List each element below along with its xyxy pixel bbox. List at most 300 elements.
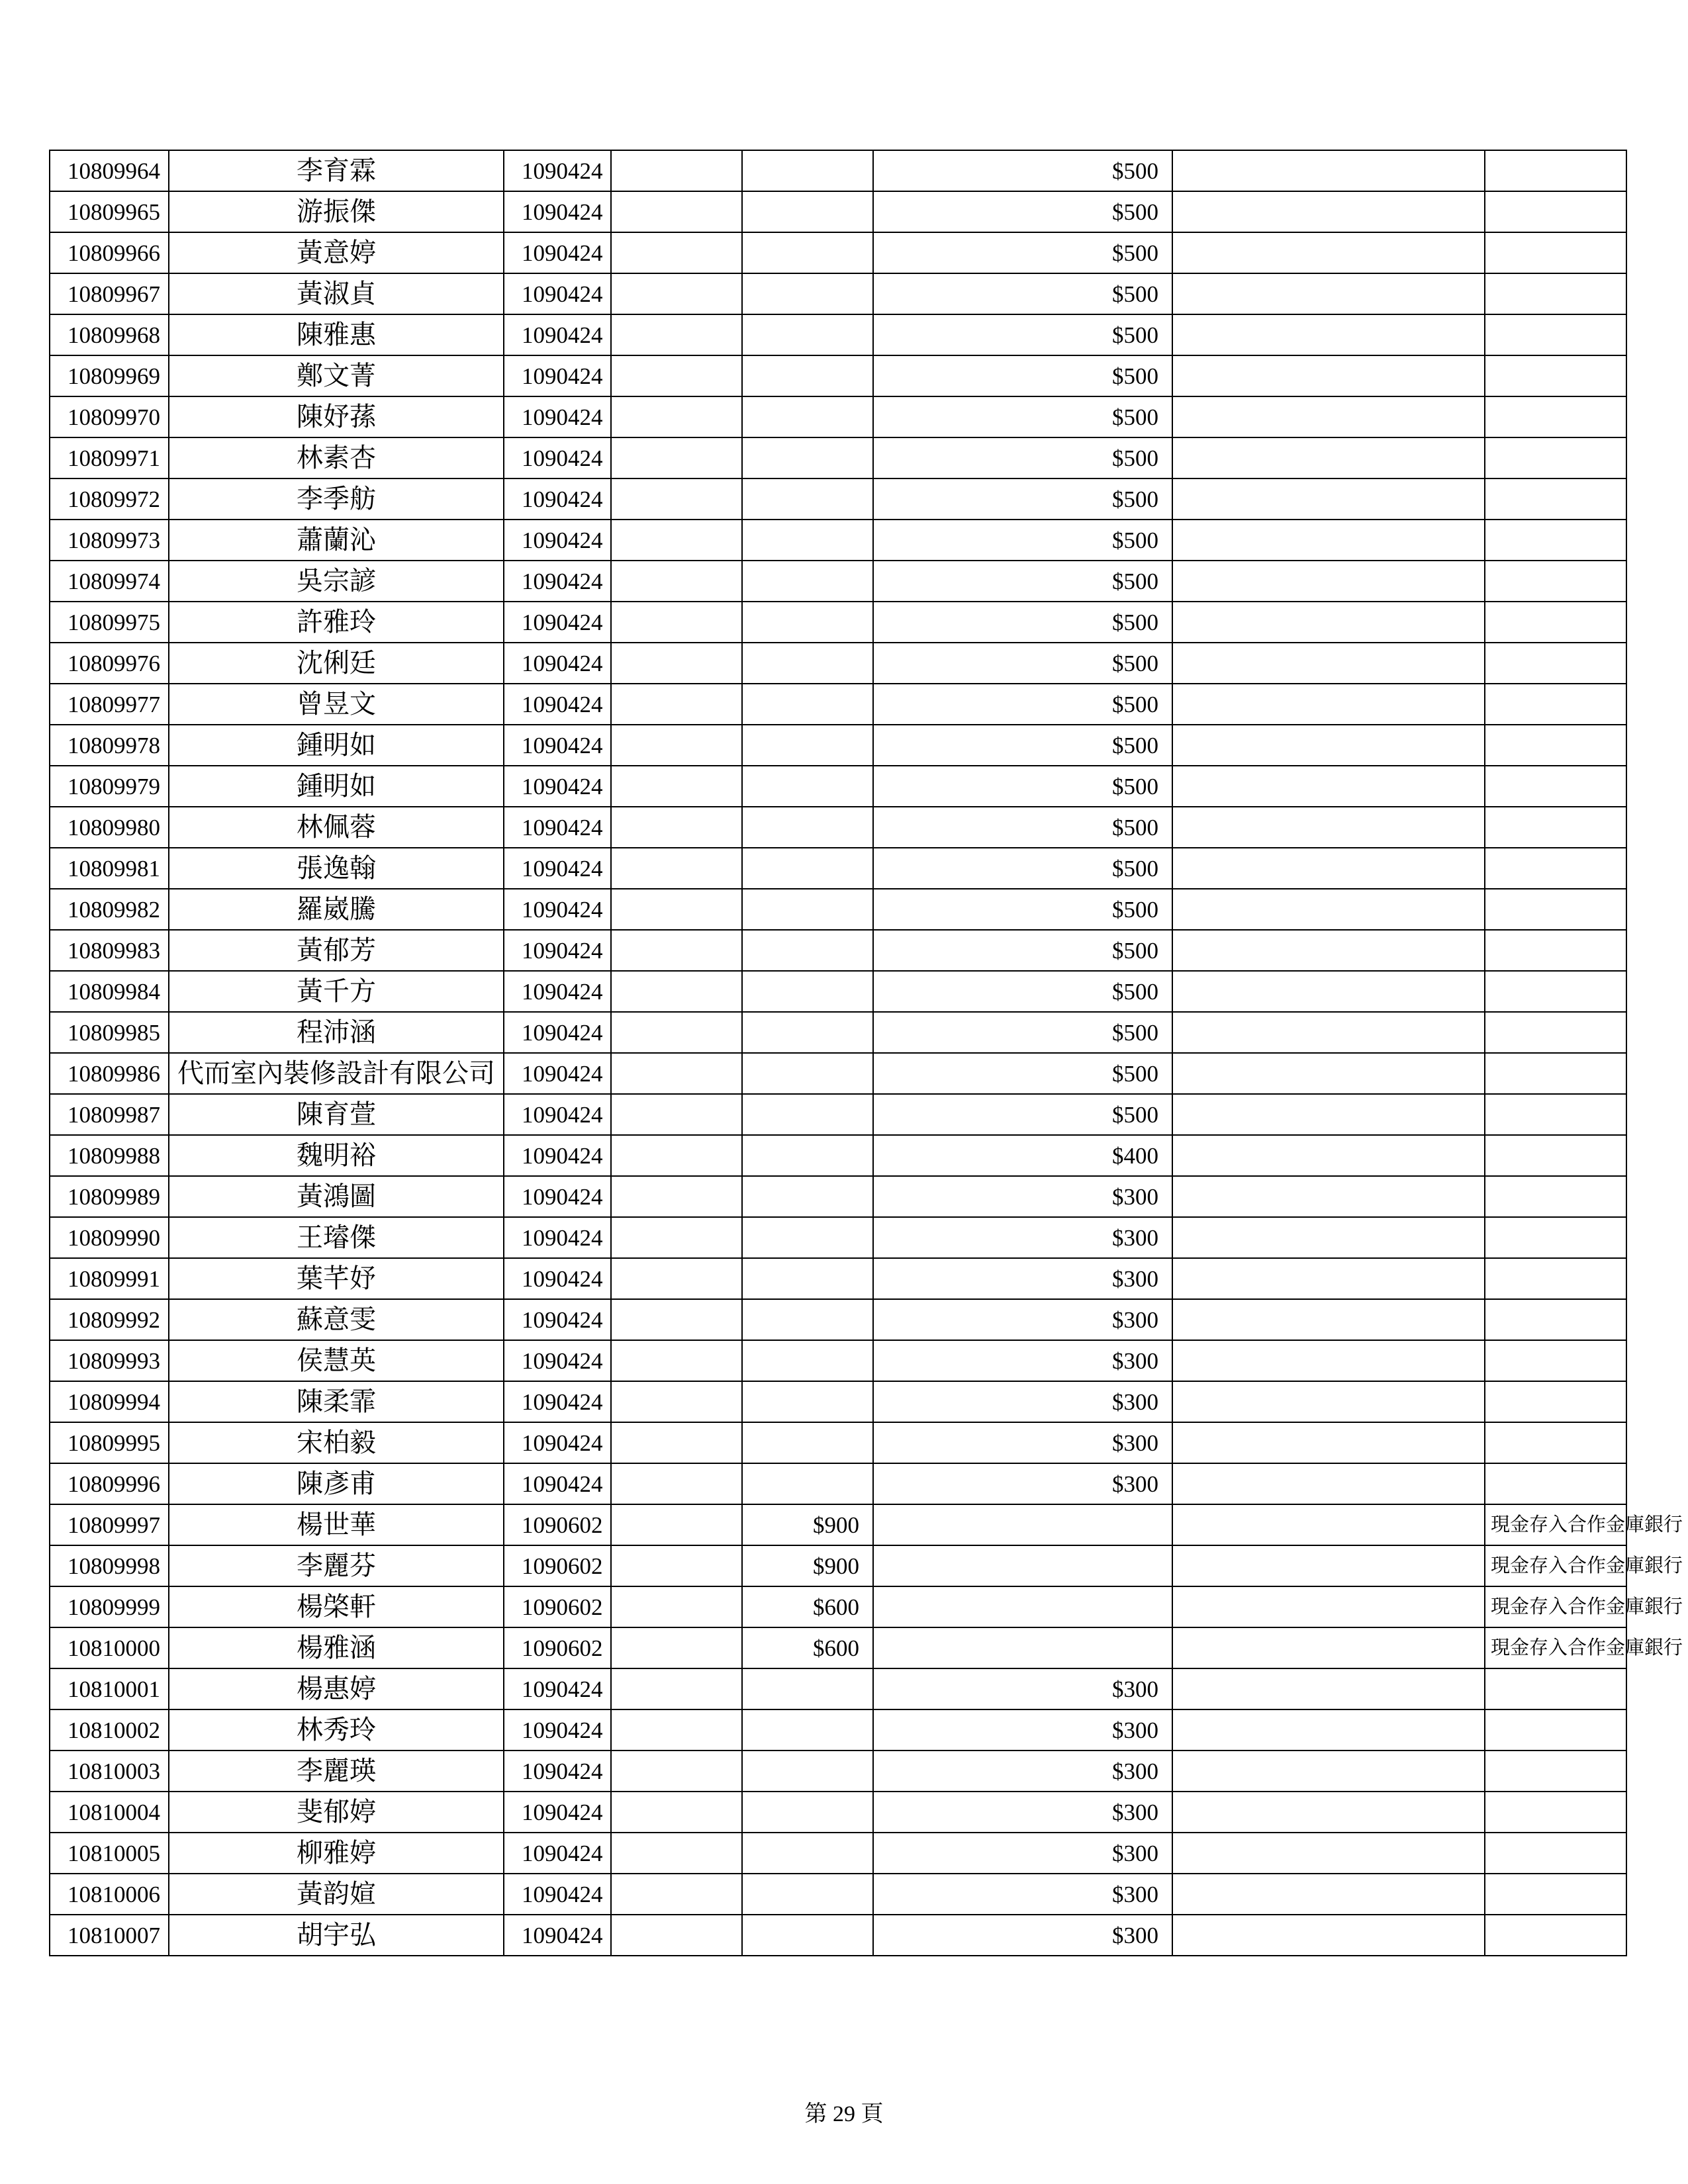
amount-a-cell [742,1176,873,1217]
empty-cell [611,725,742,766]
empty-cell [611,478,742,520]
amount-b-cell: $500 [873,396,1172,437]
donor-name-cell: 黃韵媗 [169,1874,504,1915]
table-row [50,1915,1626,1956]
note-cell [1485,1915,1626,1956]
amount-a-cell [742,1751,873,1792]
empty-cell [611,437,742,478]
receipt-number-cell: 10809996 [50,1463,169,1504]
donor-name-cell: 游振傑 [169,191,504,232]
donor-name-cell: 陳柔霏 [169,1381,504,1422]
donor-name-cell: 葉芊妤 [169,1258,504,1299]
receipt-number-cell: 10809987 [50,1094,169,1135]
date-cell: 1090424 [504,807,611,848]
amount-a-cell [742,971,873,1012]
empty-cell [1172,1833,1485,1874]
table-row [50,1545,1626,1586]
note-cell [1485,1094,1626,1135]
amount-b-cell: $500 [873,232,1172,273]
donor-name-cell: 吳宗諺 [169,561,504,602]
note-cell [1485,191,1626,232]
empty-cell [611,1176,742,1217]
amount-b-cell: $500 [873,478,1172,520]
note-cell [1485,1792,1626,1833]
donor-name-cell: 許雅玲 [169,602,504,643]
amount-b-cell: $500 [873,520,1172,561]
note-cell [1485,1381,1626,1422]
empty-cell [611,1381,742,1422]
table-row [50,1792,1626,1833]
table-row [50,1751,1626,1792]
empty-cell [1172,1381,1485,1422]
table-row [50,1709,1626,1751]
table-row [50,478,1626,520]
empty-cell [1172,766,1485,807]
empty-cell [611,889,742,930]
amount-b-cell: $300 [873,1463,1172,1504]
table-row [50,437,1626,478]
note-cell: 現金存入合作金庫銀行 [1485,1586,1626,1627]
empty-cell [1172,355,1485,396]
table-row [50,930,1626,971]
empty-cell [611,684,742,725]
donor-name-cell: 楊世華 [169,1504,504,1545]
receipt-number-cell: 10809978 [50,725,169,766]
amount-b-cell [873,1586,1172,1627]
empty-cell [611,1586,742,1627]
table-row [50,1135,1626,1176]
receipt-number-cell: 10809991 [50,1258,169,1299]
donor-name-cell: 黃鴻圖 [169,1176,504,1217]
receipt-number-cell: 10809988 [50,1135,169,1176]
empty-cell [1172,1586,1485,1627]
date-cell: 1090424 [504,1792,611,1833]
donor-name-cell: 柳雅婷 [169,1833,504,1874]
receipt-number-cell: 10809970 [50,396,169,437]
amount-a-cell [742,807,873,848]
empty-cell [1172,232,1485,273]
empty-cell [1172,930,1485,971]
date-cell: 1090424 [504,232,611,273]
empty-cell [1172,1217,1485,1258]
receipt-number-cell: 10809968 [50,314,169,355]
table-row [50,1176,1626,1217]
amount-b-cell: $300 [873,1176,1172,1217]
amount-a-cell [742,1299,873,1340]
amount-a-cell [742,1915,873,1956]
empty-cell [1172,150,1485,191]
date-cell: 1090424 [504,1915,611,1956]
receipt-number-cell: 10809992 [50,1299,169,1340]
receipt-number-cell: 10810003 [50,1751,169,1792]
amount-b-cell: $500 [873,150,1172,191]
empty-cell [611,1627,742,1668]
receipt-number-cell: 10809997 [50,1504,169,1545]
amount-b-cell: $300 [873,1299,1172,1340]
amount-a-cell [742,1709,873,1751]
table-row [50,1012,1626,1053]
amount-b-cell: $500 [873,561,1172,602]
date-cell: 1090424 [504,1094,611,1135]
table-row [50,355,1626,396]
table-row [50,561,1626,602]
donor-name-cell: 李育霖 [169,150,504,191]
empty-cell [611,1422,742,1463]
note-cell [1485,1668,1626,1709]
receipt-number-cell: 10809964 [50,150,169,191]
page-number: 第 29 頁 [804,2102,884,2126]
donor-name-cell: 黃郁芳 [169,930,504,971]
note-cell [1485,1053,1626,1094]
empty-cell [611,314,742,355]
empty-cell [611,355,742,396]
donor-name-cell: 蘇意雯 [169,1299,504,1340]
donor-name-cell: 沈俐廷 [169,643,504,684]
table-row [50,1094,1626,1135]
table-row [50,1422,1626,1463]
date-cell: 1090424 [504,478,611,520]
receipt-number-cell: 10809989 [50,1176,169,1217]
empty-cell [1172,1258,1485,1299]
donor-name-cell: 陳育萱 [169,1094,504,1135]
receipt-number-cell: 10809967 [50,273,169,314]
receipt-number-cell: 10809999 [50,1586,169,1627]
table-row [50,889,1626,930]
empty-cell [1172,1545,1485,1586]
amount-b-cell: $500 [873,314,1172,355]
empty-cell [1172,1627,1485,1668]
empty-cell [611,520,742,561]
donor-name-cell: 李麗瑛 [169,1751,504,1792]
table-row [50,766,1626,807]
table-row [50,396,1626,437]
note-cell [1485,1751,1626,1792]
amount-a-cell [742,1340,873,1381]
table-row [50,1053,1626,1094]
empty-cell [1172,314,1485,355]
donor-name-cell: 林佩蓉 [169,807,504,848]
receipt-number-cell: 10809972 [50,478,169,520]
amount-b-cell: $300 [873,1751,1172,1792]
date-cell: 1090424 [504,1012,611,1053]
date-cell: 1090424 [504,1217,611,1258]
amount-a-cell: $900 [742,1504,873,1545]
receipt-number-cell: 10809980 [50,807,169,848]
table-row [50,273,1626,314]
amount-b-cell: $500 [873,191,1172,232]
receipt-number-cell: 10809976 [50,643,169,684]
table-row [50,1627,1626,1668]
note-cell [1485,478,1626,520]
note-cell [1485,150,1626,191]
date-cell: 1090424 [504,1751,611,1792]
donor-name-cell: 楊棨軒 [169,1586,504,1627]
date-cell: 1090424 [504,1176,611,1217]
amount-a-cell [742,1422,873,1463]
table-row [50,1668,1626,1709]
date-cell: 1090424 [504,1340,611,1381]
receipt-number-cell: 10809969 [50,355,169,396]
note-cell [1485,1463,1626,1504]
date-cell: 1090424 [504,561,611,602]
amount-a-cell [742,1012,873,1053]
amount-a-cell: $600 [742,1586,873,1627]
empty-cell [1172,1422,1485,1463]
note-cell [1485,1422,1626,1463]
donor-name-cell: 鄭文菁 [169,355,504,396]
amount-b-cell: $500 [873,273,1172,314]
amount-a-cell [742,478,873,520]
date-cell: 1090424 [504,643,611,684]
empty-cell [1172,1751,1485,1792]
empty-cell [1172,1463,1485,1504]
date-cell: 1090602 [504,1504,611,1545]
amount-a-cell: $900 [742,1545,873,1586]
amount-a-cell [742,766,873,807]
note-cell [1485,314,1626,355]
date-cell: 1090424 [504,1874,611,1915]
empty-cell [611,1915,742,1956]
amount-a-cell [742,314,873,355]
empty-cell [611,602,742,643]
table-row [50,848,1626,889]
empty-cell [1172,725,1485,766]
date-cell: 1090424 [504,314,611,355]
amount-a-cell [742,1258,873,1299]
empty-cell [611,807,742,848]
donor-name-cell: 羅崴騰 [169,889,504,930]
amount-a-cell [742,1381,873,1422]
receipt-number-cell: 10809990 [50,1217,169,1258]
note-cell [1485,1340,1626,1381]
amount-b-cell: $500 [873,930,1172,971]
note-cell [1485,971,1626,1012]
table-row [50,602,1626,643]
empty-cell [611,971,742,1012]
note-cell [1485,273,1626,314]
amount-b-cell: $500 [873,889,1172,930]
amount-a-cell [742,1874,873,1915]
empty-cell [1172,807,1485,848]
empty-cell [1172,1792,1485,1833]
amount-a-cell [742,684,873,725]
date-cell: 1090602 [504,1627,611,1668]
date-cell: 1090424 [504,1053,611,1094]
table-row [50,314,1626,355]
note-cell [1485,1258,1626,1299]
date-cell: 1090602 [504,1586,611,1627]
donor-name-cell: 楊惠婷 [169,1668,504,1709]
empty-cell [611,1792,742,1833]
empty-cell [611,1874,742,1915]
amount-b-cell [873,1504,1172,1545]
donor-name-cell: 黃淑貞 [169,273,504,314]
empty-cell [1172,971,1485,1012]
amount-a-cell [742,1463,873,1504]
date-cell: 1090424 [504,1381,611,1422]
note-cell [1485,437,1626,478]
donor-name-cell: 楊雅涵 [169,1627,504,1668]
note-cell [1485,807,1626,848]
receipt-number-cell: 10809973 [50,520,169,561]
empty-cell [1172,561,1485,602]
receipt-number-cell: 10809998 [50,1545,169,1586]
note-cell [1485,1299,1626,1340]
donor-name-cell: 胡宇弘 [169,1915,504,1956]
empty-cell [611,848,742,889]
empty-cell [611,1299,742,1340]
donor-name-cell: 蕭蘭沁 [169,520,504,561]
amount-b-cell: $500 [873,1012,1172,1053]
donor-name-cell: 林素杏 [169,437,504,478]
date-cell: 1090424 [504,930,611,971]
empty-cell [611,643,742,684]
receipt-number-cell: 10810006 [50,1874,169,1915]
amount-a-cell [742,355,873,396]
table-row [50,643,1626,684]
amount-b-cell: $500 [873,684,1172,725]
date-cell: 1090424 [504,684,611,725]
empty-cell [1172,478,1485,520]
empty-cell [611,1258,742,1299]
note-cell: 現金存入合作金庫銀行 [1485,1504,1626,1545]
table-row [50,1217,1626,1258]
empty-cell [1172,520,1485,561]
receipt-number-cell: 10810005 [50,1833,169,1874]
receipt-number-cell: 10809975 [50,602,169,643]
donor-name-cell: 代而室內裝修設計有限公司 [169,1053,504,1094]
note-cell: 現金存入合作金庫銀行 [1485,1545,1626,1586]
amount-b-cell: $500 [873,437,1172,478]
amount-b-cell: $300 [873,1874,1172,1915]
empty-cell [611,1751,742,1792]
amount-a-cell [742,725,873,766]
receipt-number-cell: 10809966 [50,232,169,273]
receipt-number-cell: 10810007 [50,1915,169,1956]
date-cell: 1090602 [504,1545,611,1586]
empty-cell [1172,437,1485,478]
amount-a-cell [742,1668,873,1709]
receipt-number-cell: 10809994 [50,1381,169,1422]
amount-b-cell: $300 [873,1792,1172,1833]
donor-name-cell: 王璿傑 [169,1217,504,1258]
table-row [50,684,1626,725]
note-cell [1485,848,1626,889]
date-cell: 1090424 [504,520,611,561]
amount-b-cell: $300 [873,1668,1172,1709]
amount-b-cell: $500 [873,1053,1172,1094]
receipt-number-cell: 10810002 [50,1709,169,1751]
empty-cell [1172,396,1485,437]
donor-name-cell: 陳雅惠 [169,314,504,355]
empty-cell [1172,1340,1485,1381]
note-cell [1485,1012,1626,1053]
receipt-number-cell: 10809983 [50,930,169,971]
empty-cell [1172,1094,1485,1135]
receipt-number-cell: 10810000 [50,1627,169,1668]
date-cell: 1090424 [504,273,611,314]
note-cell [1485,396,1626,437]
receipt-number-cell: 10809979 [50,766,169,807]
table-row [50,971,1626,1012]
empty-cell [611,150,742,191]
empty-cell [1172,848,1485,889]
date-cell: 1090424 [504,1258,611,1299]
amount-a-cell [742,437,873,478]
donor-name-cell: 李季舫 [169,478,504,520]
amount-b-cell: $300 [873,1915,1172,1956]
amount-a-cell [742,520,873,561]
date-cell: 1090424 [504,725,611,766]
amount-a-cell [742,1094,873,1135]
date-cell: 1090424 [504,1709,611,1751]
empty-cell [611,191,742,232]
empty-cell [1172,1176,1485,1217]
amount-b-cell: $500 [873,848,1172,889]
note-cell [1485,889,1626,930]
note-cell [1485,561,1626,602]
donor-name-cell: 黃意婷 [169,232,504,273]
table-row [50,520,1626,561]
date-cell: 1090424 [504,848,611,889]
empty-cell [1172,1299,1485,1340]
amount-b-cell: $300 [873,1217,1172,1258]
date-cell: 1090424 [504,602,611,643]
empty-cell [611,1833,742,1874]
empty-cell [611,273,742,314]
amount-a-cell [742,1217,873,1258]
amount-a-cell [742,889,873,930]
note-cell [1485,725,1626,766]
empty-cell [611,1094,742,1135]
amount-a-cell [742,232,873,273]
receipt-number-cell: 10809995 [50,1422,169,1463]
amount-a-cell [742,396,873,437]
empty-cell [611,1217,742,1258]
amount-b-cell: $300 [873,1381,1172,1422]
empty-cell [1172,191,1485,232]
empty-cell [611,561,742,602]
receipt-number-cell: 10809986 [50,1053,169,1094]
ledger-body [50,150,1683,1956]
note-cell [1485,1833,1626,1874]
donor-name-cell: 李麗芬 [169,1545,504,1586]
date-cell: 1090424 [504,396,611,437]
amount-b-cell: $300 [873,1709,1172,1751]
amount-a-cell [742,191,873,232]
note-cell [1485,766,1626,807]
empty-cell [611,1504,742,1545]
date-cell: 1090424 [504,889,611,930]
amount-a-cell [742,1053,873,1094]
empty-cell [611,1545,742,1586]
table-row [50,1340,1626,1381]
amount-a-cell [742,643,873,684]
donor-name-cell: 陳妤蓀 [169,396,504,437]
note-cell [1485,1874,1626,1915]
donor-name-cell: 林秀玲 [169,1709,504,1751]
date-cell: 1090424 [504,191,611,232]
amount-b-cell: $500 [873,725,1172,766]
receipt-number-cell: 10809993 [50,1340,169,1381]
empty-cell [611,1463,742,1504]
empty-cell [611,1668,742,1709]
donor-name-cell: 曾昱文 [169,684,504,725]
empty-cell [1172,1874,1485,1915]
amount-b-cell: $300 [873,1422,1172,1463]
donor-name-cell: 鍾明如 [169,725,504,766]
note-cell [1485,355,1626,396]
